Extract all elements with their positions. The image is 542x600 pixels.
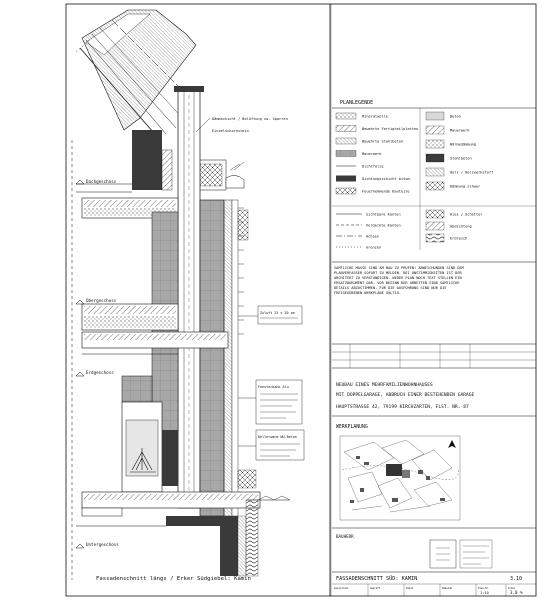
- legend-right-swatch-0: [426, 112, 444, 120]
- date-cell-label-2: Datum: [406, 587, 414, 590]
- section-drawing: [72, 10, 304, 582]
- legend-right-label-4: Holz / Holzwerkstoff: [450, 170, 494, 175]
- revision-value: 3.0 %: [510, 590, 523, 595]
- project-line-3: HAUPTSTRASSE 42, 79199 KIRCHZARTEN, FLST. NR. 87: [336, 405, 469, 410]
- legend-left-swatch-2: [336, 138, 356, 144]
- project-line-2: MIT DOPPELGARAGE, ABBRUCH EINER BESTEHENDEN GARAGE: [336, 393, 475, 398]
- note-base: Kellerwand WU-Beton: [258, 435, 297, 439]
- plan-legend: [332, 100, 536, 250]
- legend-line-label-1: Verdeckte Kanten: [366, 223, 401, 228]
- date-cell-label-4: Plan-Nr.: [478, 587, 490, 590]
- legend-right-list: [426, 112, 493, 190]
- legend-line-label-0: Sichtbare Kanten: [366, 212, 401, 217]
- legend-line-types: [336, 212, 401, 249]
- legend-line-right-list: [426, 210, 483, 242]
- legend-right-label-0: Beton: [450, 114, 461, 119]
- note-roof: Dämmschicht / Belüftung zw. Sparren: [212, 117, 288, 121]
- legend-line-right-label-2: Erdreich: [450, 236, 468, 241]
- scale-value: 1:10: [480, 591, 489, 595]
- legend-left-label-4: Dichtfolie: [362, 164, 384, 169]
- label-untergeschoss: Untergeschoss: [86, 542, 119, 547]
- phase-label: WERKPLANUNG: [336, 425, 368, 430]
- legend-left-swatch-3: [336, 151, 356, 157]
- legend-left-label-5: Dichtungsschicht bitum.: [362, 176, 412, 181]
- date-cell-row: [334, 587, 516, 590]
- revision-grid: [332, 344, 536, 368]
- legend-left-label-2: Bewehrte Stahlbeton: [362, 139, 404, 144]
- project-line-1: NEUBAU EINES MEHRFAMILIENWOHNHAUSES: [336, 383, 433, 388]
- legend-line-label-2: Achsen: [366, 234, 379, 239]
- note-window: Fensterbank Alu: [258, 385, 289, 389]
- legend-right-label-2: Wärmedämmung: [450, 142, 476, 147]
- legend-left-list: [336, 113, 418, 194]
- legend-right-label-3: Stahlbeton: [450, 156, 472, 161]
- stamp-box: [430, 540, 492, 568]
- site-plan-map: [340, 436, 460, 520]
- date-cell-label-3: Maßstab: [442, 587, 453, 590]
- date-cell-label-5: Index: [508, 587, 516, 590]
- legend-right-swatch-3: [426, 154, 444, 162]
- legend-line-right-swatch-2: [426, 234, 444, 242]
- general-notes: [334, 266, 470, 334]
- legend-right-swatch-4: [426, 168, 444, 176]
- legend-title: PLANLEGENDE: [340, 100, 374, 106]
- sheet-title: FASSADENSCHNITT SÜD: KAMIN: [336, 576, 418, 582]
- legend-left-swatch-0: [336, 113, 356, 119]
- date-cell-label-1: Geprüft: [370, 587, 381, 590]
- legend-line-label-3: Grenzen: [366, 245, 382, 250]
- note-chimney-2: Zuluft 25 x 20 cm: [260, 311, 295, 315]
- legend-left-label-3: Mauerwerk: [362, 151, 382, 156]
- legend-right-swatch-5: [426, 182, 444, 190]
- legend-line-right-swatch-1: [426, 222, 444, 230]
- drawing-caption: Fassadenschnitt längs / Erker Südgiebel: Kamin: [96, 576, 251, 582]
- label-dachgeschoss: Dachgeschoss: [86, 179, 117, 184]
- label-erdgeschoss: Erdgeschoss: [86, 370, 114, 375]
- legend-right-label-5: Dämmung schwer: [450, 184, 481, 189]
- legend-line-right-label-1: Abdichtung: [450, 224, 472, 229]
- legend-line-right-label-0: Kies / Schotter: [450, 212, 483, 217]
- legend-left-swatch-5: [336, 176, 356, 182]
- legend-left-label-6: Feuerhemmende Bauteile: [362, 189, 410, 194]
- date-cell-label-0: Gezeichnet: [334, 587, 349, 590]
- legend-line-right-swatch-0: [426, 210, 444, 218]
- chimney: [174, 86, 204, 508]
- ground-slab: [76, 492, 290, 576]
- project-description: [336, 382, 475, 410]
- note-chimney-1: Einzelschornstein: [212, 129, 249, 133]
- legend-left-label-1: Bewehrte Fertigteilplatten: [362, 126, 419, 131]
- client-label: BAUHERR: [336, 534, 354, 539]
- label-obergeschoss: Obergeschoss: [86, 298, 117, 303]
- sheet-number: 3.10: [510, 576, 523, 582]
- legend-left-swatch-1: [336, 126, 356, 132]
- notes-text: SÄMTLICHE MASSE SIND AM BAU ZU PRÜFEN! ABWEICHUNGEN SIND DEM PLANVERFASSER SOFORT ZU MELDEN. BEI UNSTIMMIGKEITEN IST DER ARCHITEKT ZU VERSTÄNDIGEN. WEDER PLAN NOCH TEXT STELLEN EIN ERSATZDOKUMENT DAR. VOR BEGINN DER ARBEITEN SIND SÄMTLICHE DETAILS ABZUSTIMMEN. FÜR DIE AUSFÜHRUNG SIND NUR DIE FREIGEGEBENEN WERKPLÄNE GÜLTIG.: [334, 266, 464, 295]
- legend-left-swatch-6: [336, 188, 356, 194]
- legend-right-label-1: Mauerwerk: [450, 128, 470, 133]
- legend-right-swatch-2: [426, 140, 444, 148]
- legend-right-swatch-1: [426, 126, 444, 134]
- legend-left-label-0: Mineralwolle: [362, 114, 388, 119]
